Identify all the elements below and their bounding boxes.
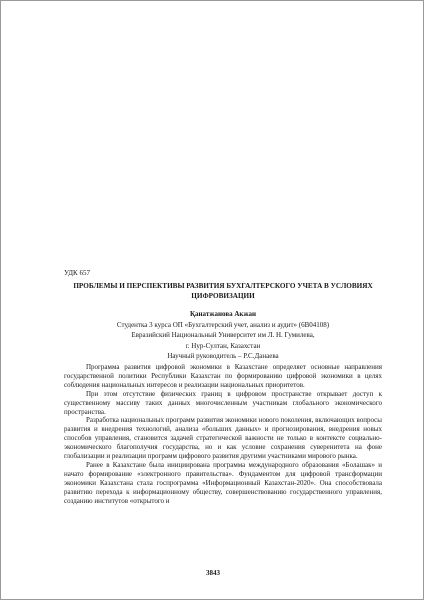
body-paragraph: При этом отсутствие физических границ в цифровом пространстве открывает доступ к существенному массиву таких данных многочисленным участникам глобального экономического пространства. [64, 389, 382, 416]
author-supervisor-line: Научный руководитель – Р.С.Данаева [167, 352, 279, 361]
body-paragraph: Разработка национальных программ развития экономики нового поколения, включающих вопросы развития и внедрения технологий, анализа «больших данных» и прогнозирования, внедрения новых способов управления, становится задачей стратегической важности не только в контексте социально-экономического благополучия государства, но и как условие сохранения суверенитета на фоне глобализации и реализации программ цифрового развития другими участниками мирового рынка. [64, 416, 382, 461]
author-affiliation-line: г. Нур-Султан, Казахстан [185, 341, 261, 350]
body-paragraph: Программа развития цифровой экономики в Казахстане определяет основные направления государственной политики Республики Казахстан по формированию цифровой экономики в целях соблюдения национальных интересов и реализации национальных приоритетов. [64, 363, 382, 389]
body-paragraph: Ранее в Казахстане была инициирована программа международного образования «Болашак» и начато формирование «электронного правительства». Фундаментом для цифровой трансформации экономики Казахстана стала госпрограмма «Информационный Казахстан-2020». Она способствовала развитию перехода к информационному обществу, совершенствованию государственного управления, созданию институтов «открытого и [64, 460, 382, 505]
article-title: ПРОБЛЕМЫ И ПЕРСПЕКТИВЫ РАЗВИТИЯ БУХГАЛТЕРСКОГО УЧЕТА В УСЛОВИЯХ ЦИФРОВИЗАЦИИ [73, 282, 373, 300]
author-affiliation-line: Студентка 3 курса ОП «Бухгалтерский учет, анализ и аудит» (6В04108) [116, 320, 330, 329]
author-block [64, 309, 382, 362]
author-name: Қанатжанова Акжан [189, 310, 257, 318]
page-number: 3843 [206, 569, 220, 577]
udk-code: УДК 657 [64, 269, 90, 277]
author-affiliation-line: Евразийский Национальный Университет им Л. Н. Гумилева, [131, 331, 315, 340]
article-body [64, 363, 382, 561]
